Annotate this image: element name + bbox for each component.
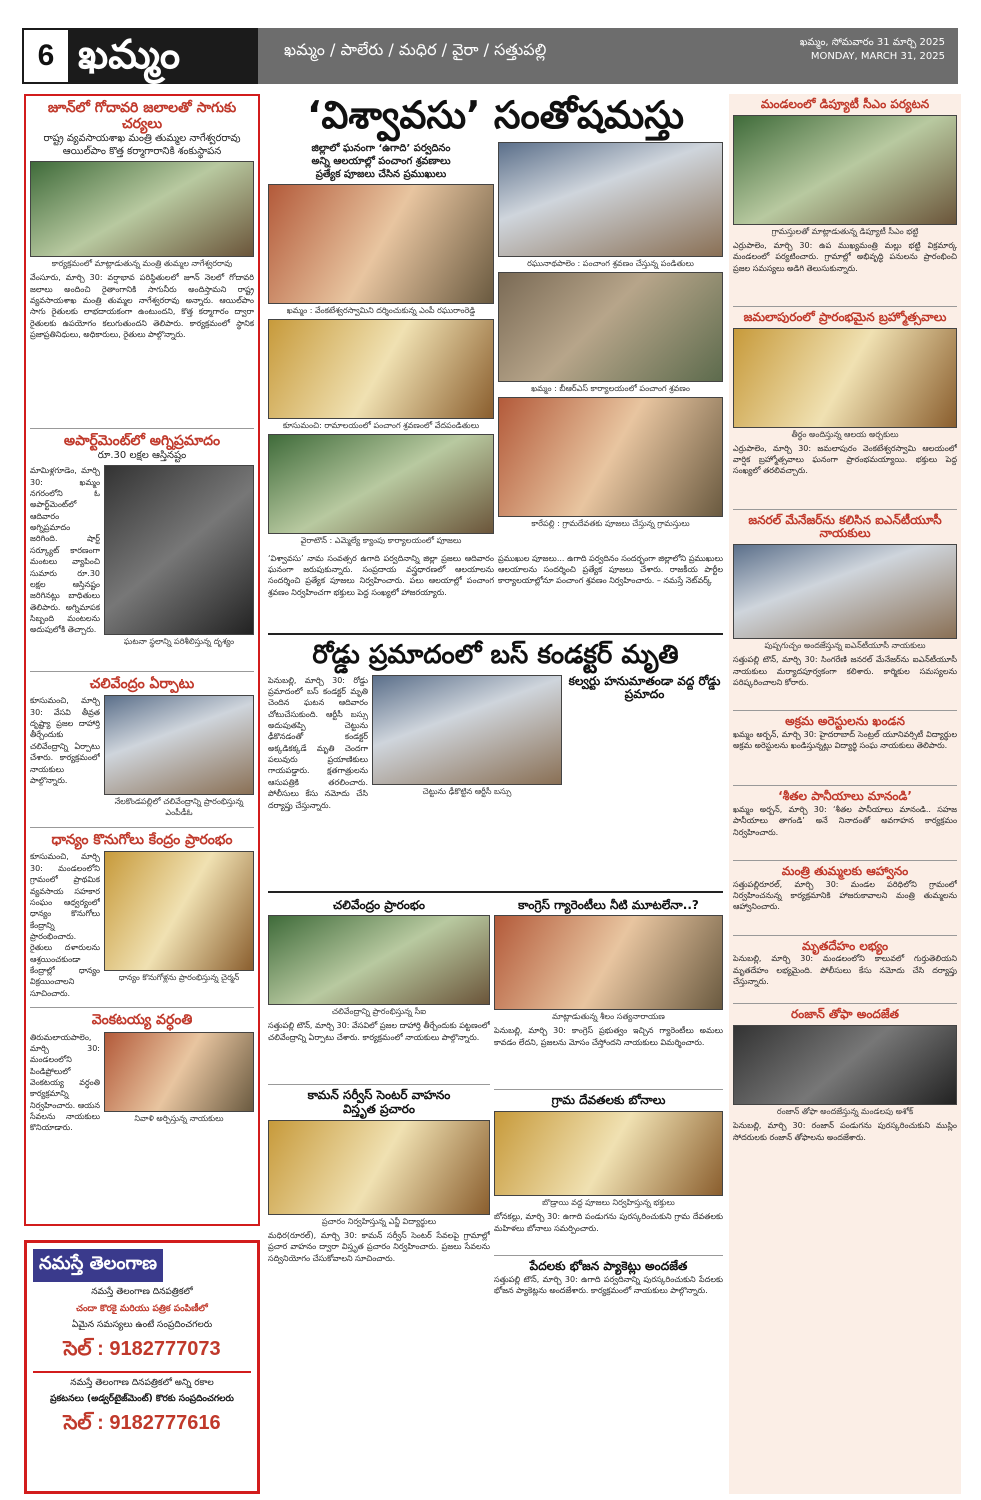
ad-line-3: ఏమైన సమస్యలు ఉంటే సంప్రదించగలరు — [71, 1320, 213, 1331]
middle-column — [268, 94, 723, 1494]
photo-caption: ఖమ్మం : బీఆర్ఎస్ కార్యాలయంలో పంచాంగ శ్రవణం — [531, 383, 690, 393]
photo-caption: గ్రామస్తులతో మాట్లాడుతున్న డిప్యూటీ సీఎం భట్టి — [771, 226, 919, 236]
news-photo — [498, 272, 723, 382]
news-photo — [498, 142, 723, 257]
ad-line-5: ప్రకటనలు (అడ్వర్‌టైజ్‌మెంట్) కొరకు సంప్రదించగలరు — [50, 1394, 234, 1405]
article-body-2: ప్రముఖుల పూజలు... ఉగాది పర్వదినం సందర్భంగా జిల్లాలోని ప్రముఖులు ఆలయాలను సందర్శించి ప్రత్యేక పూజలు చేశారు. రాజకీయ పార్టీల కార్యాలయాల్లోనూ పంచాంగ శ్రవణం నిర్వహించారు. – నమస్తే నెట్‌వర్క్ — [498, 553, 723, 586]
story-accident — [268, 641, 723, 885]
divider — [733, 860, 957, 861]
headline: జమలాపురంలో ప్రారంభమైన బ్రహ్మోత్సవాలు — [743, 309, 947, 324]
photo-caption: చలివేంద్రాన్ని ప్రారంభిస్తున్న సీఐ — [331, 1007, 427, 1017]
date-english: MONDAY, MARCH 31, 2025 — [810, 51, 945, 62]
deck-3: ప్రత్యేక పూజలు చేసిన ప్రముఖులు — [315, 168, 447, 180]
news-photo — [372, 675, 562, 785]
divider — [494, 1089, 723, 1090]
photo-caption: కార్యక్రమంలో మాట్లాడుతున్న మంత్రి తుమ్మల నాగేశ్వరరావు — [51, 259, 233, 269]
news-photo — [104, 851, 254, 971]
lead-headline: ‘విశ్వావసు’ సంతోషమస్తు — [306, 94, 685, 137]
ad-brand-logo: నమస్తే తెలంగాణ — [33, 1249, 163, 1282]
lower-stories — [268, 899, 723, 1314]
article-body: ఎర్రుపాలెం, మార్చి 30: జమలాపురం వెంకటేశ్వరస్వామి ఆలయంలో వార్షిక బ్రహ్మోత్సవాలు ఘనంగా ప్రారంభమయ్యాయి. భక్తులు పెద్ద సంఖ్యలో తరలివచ్చారు. — [733, 443, 957, 476]
story-godavari — [30, 100, 254, 422]
divider — [30, 827, 254, 828]
news-photo — [30, 161, 254, 257]
article-body: వేంసూరు, మార్చి 30: వర్షాభావ పరిస్థితులలో జూన్ నెలలో గోదావరి జలాలు అందించి రైతాంగానికి సాగునీరు అందిస్తామని రాష్ట్ర వ్యవసాయశాఖ మంత్రి తుమ్మల నాగేశ్వరరావు అన్నారు. ఆయిల్‌పాం సాగు రైతులకు లాభదాయకంగా ఉంటుందని, కొత్త కర్మాగారం ద్వారా రైతులకు ఉపయోగం కలుగుతుందని తెలిపారు. కార్యక్రమంలో స్థానిక ప్రజాప్రతినిధులు, అధికారులు, రైతులు పాల్గొన్నారు. — [30, 273, 254, 339]
date-telugu: ఖమ్మం, సోమవారం 31 మార్చి 2025 — [799, 37, 945, 48]
story-vardhanti — [30, 1012, 254, 1131]
divider — [733, 509, 957, 510]
ad-phone-2[interactable]: సెల్ : 9182777616 — [63, 1411, 221, 1434]
story-arrests — [733, 715, 957, 779]
news-photo — [268, 434, 494, 534]
photo-caption: కారేపల్లి : గ్రామదేవతకు పూజలు చేస్తున్న గ్రామస్తులు — [531, 518, 690, 528]
article-body: సత్తుపల్లి టౌన్, మార్చి 30: వేసవిలో ప్రజల దాహార్తి తీర్చేందుకు పట్టణంలో చలివేంద్రాన్ని ఏర్పాటు చేశారు. కార్యక్రమంలో నాయకులు పాల్గొన్నారు. — [268, 1021, 490, 1042]
headline: ధాన్యం కొనుగోలు కేంద్రం ప్రారంభం — [51, 832, 233, 849]
advertisement — [24, 1240, 260, 1494]
news-photo — [494, 1111, 723, 1196]
photo-caption: ధాన్యం కొనుగోళ్లను ప్రారంభిస్తున్న చైర్మన్ — [118, 973, 240, 983]
article-body: బోనకల్లు, మార్చి 30: ఉగాది పండుగను పురస్కరించుకుని గ్రామ దేవతలకు మహిళలు బోనాలు సమర్పించారు. — [494, 1212, 723, 1233]
ad-line-1: నమస్తే తెలంగాణ దినపత్రికలో — [91, 1287, 193, 1297]
ad-line-4: నమస్తే తెలంగాణ దినపత్రికలో అన్ని రకాల — [70, 1377, 214, 1388]
photo-caption: చెట్టును ఢీకొట్టిన ఆర్టీసీ బస్సు — [422, 786, 512, 796]
article-body: పెనుబల్లి, మార్చి 30: రంజాన్ పండుగను పురస్కరించుకుని ముస్లిం సోదరులకు రంజాన్ తోఫాలను అందజేశారు. — [733, 1121, 957, 1142]
story-ugadi — [268, 94, 723, 627]
photo-caption: ఖమ్మం : వేంకటేశ్వరస్వామిని దర్శించుకున్న ఎంపీ రఘురాంరెడ్డి — [286, 305, 476, 315]
page-title: ఖమ్మం — [78, 32, 181, 78]
article-body: ఎర్రుపాలెం, మార్చి 30: ఉప ముఖ్యమంత్రి మల్లు భట్టి విక్రమార్క మండలంలో పర్యటించారు. గ్రామాల్లో అభివృద్ధి పనులను ప్రారంభించి ప్రజల సమస్యలు అడిగి తెలుసుకున్నారు. — [733, 240, 957, 273]
photo-caption: ప్రచారం నిర్వహిస్తున్న ఎన్జీ విద్యార్థులు — [321, 1216, 437, 1226]
news-photo — [733, 328, 957, 428]
story-deputy-cm — [733, 98, 957, 300]
headline: జూన్‌లో గోదావరి జలాలతో సాగుకు చర్యలు — [47, 100, 237, 133]
news-photo — [733, 115, 957, 225]
article-body: కూసుమంచి, మార్చి 30: మండలంలోని గ్రామంలో ప్రాథమిక వ్యవసాయ సహకార సంఘం ఆధ్వర్యంలో ధాన్యం కొనుగోలు కేంద్రాన్ని ప్రారంభించారు. రైతులు దళారులను ఆశ్రయించకుండా కేంద్రాల్లో ధాన్యం విక్రయించాలని సూచించారు. — [30, 852, 100, 998]
article-body: తిరుమలాయపాలెం, మార్చి 30: మండలంలోని పిండిప్రోలులో వెంకటయ్య వర్ధంతి కార్యక్రమాన్ని నిర్వహించారు. ఆయన సేవలను నాయకులు కొనియాడారు. — [30, 1032, 100, 1132]
photo-caption: ఘటనా స్థలాన్ని పరిశీలిస్తున్న దృశ్యం — [123, 637, 235, 647]
left-column — [24, 94, 260, 1226]
story-fire — [30, 433, 254, 665]
headline: పేదలకు భోజన ప్యాకెట్లు అందజేత — [529, 1259, 688, 1274]
news-photo — [268, 1120, 490, 1215]
story-grain — [30, 832, 254, 1001]
ad-phone-1[interactable]: సెల్ : 9182777073 — [63, 1337, 221, 1360]
headline: జనరల్ మేనేజర్‌ను కలిసిన ఐఎన్‌టీయూసీ నాయకులు — [748, 512, 942, 541]
subheadline: రాష్ట్ర వ్యవసాయశాఖ మంత్రి తుమ్మల నాగేశ్వరరావు — [43, 133, 241, 145]
headline: రోడ్డు ప్రమాదంలో బస్ కండక్టర్ మృతి — [312, 639, 679, 670]
masthead — [0, 0, 981, 86]
headline: మంత్రి తుమ్మలకు ఆహ్వానం — [781, 863, 909, 878]
divider — [733, 710, 957, 711]
photo-caption: పుష్పగుచ్ఛం అందజేస్తున్న ఐఎన్‌టీయూసీ నాయకులు — [764, 641, 926, 651]
photo-caption: రంజాన్ తోఫా అందజేస్తున్న మండలపు అశోక్ — [776, 1107, 914, 1117]
divider — [268, 633, 723, 635]
subheadline: రూ.30 లక్షల ఆస్తినష్టం — [97, 450, 187, 462]
divider — [268, 891, 723, 893]
divider — [733, 935, 957, 936]
edition-subtitle: ఖమ్మం / పాలేరు / మధిర / వైరా / సత్తుపల్లి — [284, 40, 547, 59]
photo-caption: తీర్థం అందిస్తున్న ఆలయ అర్చకులు — [791, 429, 899, 439]
article-body: ఖమ్మం అర్బన్, మార్చి 30: హైదరాబాద్ సెంట్రల్ యూనివర్సిటీ విద్యార్థుల అక్రమ అరెస్టులను ఖండిస్తున్నట్లు విద్యార్థి సంఘ నాయకులు తెలిపారు. — [733, 729, 957, 751]
story-body-found — [733, 940, 957, 998]
divider — [268, 1084, 490, 1085]
article-body: పెనుబల్లి, మార్చి 30: కాంగ్రెస్ ప్రభుత్వం ఇచ్చిన గ్యారెంటీలు అమలు కావడం లేదని, ప్రజలను మోసం చేస్తోందని నాయకులు విమర్శించారు. — [494, 1026, 723, 1047]
headline: వెంకటయ్య వర్ధంతి — [91, 1012, 193, 1029]
headline: అపార్ట్‌మెంట్‌లో అగ్నిప్రమాదం — [63, 433, 221, 450]
photo-caption: కూసుమంచి: రామాలయంలో పంచాంగ శ్రవణంలో వేదపండితులు — [282, 420, 480, 430]
ad-divider — [33, 1371, 251, 1373]
headline: మండలంలో డిప్యూటీ సీఎం పర్యటన — [760, 97, 930, 111]
headline-2: విస్తృత ప్రచారం — [343, 1102, 415, 1117]
headline: కాంగ్రెస్ గ్యారెంటీలు నీటి మూటలేనా..? — [518, 897, 699, 912]
deck-1: జిల్లాలో ఘనంగా ‘ఉగాది’ పర్వదినం — [311, 142, 451, 154]
article-body: ‘విశ్వావసు’ నామ సంవత్సర ఉగాది పర్వదినాన్ని జిల్లా ప్రజలు ఆదివారం ఘనంగా జరుపుకున్నారు. సంప్రదాయ వస్త్రధారణలో ఆలయాలను సందర్శించి ప్రత్యేక పూజలు నిర్వహించారు. పలు ఆలయాల్లో పంచాంగ శ్రవణం నిర్వహించగా భక్తులు పెద్ద సంఖ్యలో హాజరయ్యారు. — [268, 553, 494, 597]
right-column — [729, 94, 961, 1494]
headline: ‘శీతల పానీయాలు మానండి’ — [778, 788, 912, 803]
photo-caption: నేలకొండపల్లిలో చలివేంద్రాన్ని ప్రారంభిస్తున్న ఎంపీడీఓ — [114, 797, 244, 818]
news-photo — [494, 915, 723, 1010]
divider — [30, 428, 254, 429]
page-number: 6 — [22, 28, 70, 84]
subheadline: కల్వర్టు హనుమాతండా వద్ద రోడ్డు ప్రమాదం — [568, 673, 721, 702]
headline: చలివేంద్రం ఏర్పాటు — [89, 676, 195, 693]
story-invitation — [733, 865, 957, 929]
news-photo — [268, 319, 494, 419]
photo-caption: వైరాటౌన్ : ఎమ్మెల్యే క్యాంపు కార్యాలయంలో పూజలు — [300, 535, 462, 545]
article-body: సత్తుపల్లి టౌన్, మార్చి 30: సింగరేణి జనరల్ మేనేజర్‌ను ఐఎన్‌టీయూసీ నాయకులు మర్యాదపూర్వకంగా కలిశారు. కార్మికుల సమస్యలను పరిష్కరించాలని కోరారు. — [733, 655, 957, 687]
photo-caption: నివాళి అర్పిస్తున్న నాయకులు — [134, 1113, 224, 1123]
news-photo — [498, 397, 723, 517]
news-photo — [733, 544, 957, 639]
divider — [30, 671, 254, 672]
divider — [30, 1007, 254, 1008]
article-body: సత్తుపల్లిరూరల్, మార్చి 30: మండల పరిధిలోని గ్రామంలో నిర్వహించనున్న కార్యక్రమానికి హాజరుకావాలని మంత్రి తుమ్మలను ఆహ్వానించారు. — [733, 879, 957, 912]
article-body: ఖమ్మం అర్బన్, మార్చి 30: ‘శీతల పానీయాలు మానండి.. సహజ పానీయాలు తాగండి’ అనే నినాదంతో అవగాహన కార్యక్రమం నిర్వహించారు. — [733, 804, 957, 837]
article-body: మధిర(రూరల్), మార్చి 30: కామన్ సర్వీస్ సెంటర్ సేవలపై గ్రామాల్లో ప్రచార వాహనం ద్వారా విస్తృత ప్రచారం నిర్వహించారు. ప్రజలు సేవలను సద్వినియోగం చేసుకోవాలని సూచించారు. — [268, 1230, 490, 1263]
story-ramzan — [733, 1008, 957, 1160]
news-photo — [104, 465, 254, 635]
article-body: పెనుబల్లి, మార్చి 30: రోడ్డు ప్రమాదంలో బస్ కండక్టర్ మృతి చెందిన ఘటన ఆదివారం చోటుచేసుకుంది. ఆర్టీసీ బస్సు అదుపుతప్పి చెట్టును ఢీకొనడంతో కండక్టర్ అక్కడికక్కడే మృతి చెందగా పలువురు ప్రయాణికులు గాయపడ్డారు. క్షతగాత్రులను ఆసుపత్రికి తరలించారు. పోలీసులు కేసు నమోదు చేసి దర్యాప్తు చేస్తున్నారు. — [268, 675, 368, 810]
photo-caption: రఘునాథపాలెం : పంచాంగ శ్రవణం చేస్తున్న పండితులు — [527, 258, 694, 268]
news-photo — [104, 695, 254, 795]
deck-2: అన్ని ఆలయాల్లో పంచాంగ శ్రవణాలు — [311, 155, 451, 167]
headline: గ్రామ దేవతలకు బోనాలు — [551, 1093, 666, 1108]
news-photo — [268, 915, 490, 1005]
news-photo — [104, 1032, 254, 1112]
divider — [733, 1003, 957, 1004]
ad-line-2: చందా కొరకై మరియు పత్రిక పంపిణీలో — [76, 1303, 208, 1314]
article-body: మామిళ్లగూడెం, మార్చి 30: ఖమ్మం నగరంలోని ఓ అపార్ట్‌మెంట్‌లో ఆదివారం అగ్నిప్రమాదం జరిగింది. షార్ట్ సర్క్యూట్ కారణంగా మంటలు వ్యాపించి సుమారు రూ.30 లక్షల ఆస్తినష్టం జరిగినట్లు బాధితులు తెలిపారు. అగ్నిమాపక సిబ్బంది మంటలను అదుపులోకి తెచ్చారు. — [30, 466, 100, 635]
news-photo — [268, 184, 494, 304]
edition-date — [800, 36, 945, 64]
headline: రంజాన్ తోఫా అందజేత — [791, 1007, 899, 1022]
article-body: కూసుమంచి, మార్చి 30: వేసవి తీవ్రత దృష్ట్యా ప్రజల దాహార్తి తీర్చేందుకు చలివేంద్రాన్ని ఏర్పాటు చేశారు. కార్యక్రమంలో నాయకులు పాల్గొన్నారు. — [30, 696, 100, 785]
news-photo — [733, 1025, 957, 1105]
story-brahmotsavam — [733, 311, 957, 503]
divider — [494, 1255, 723, 1256]
story-soft-drinks — [733, 790, 957, 854]
headline: అక్రమ అరెస్టులను ఖండన — [785, 714, 905, 729]
photo-caption: బొడ్రాయి వద్ద పూజలు నిర్వహిస్తున్న భక్తులు — [542, 1198, 675, 1208]
subheadline-2: ఆయిల్‌పాం కొత్త కర్మాగారానికి శంకుస్థాపన — [62, 146, 222, 158]
story-intuc — [733, 514, 957, 705]
divider — [733, 785, 957, 786]
photo-caption: మాట్లాడుతున్న శీలం సత్యనారాయణ — [552, 1012, 665, 1022]
headline: చలివేంద్రం ప్రారంభం — [333, 897, 425, 912]
headline: కామన్ సర్వీస్ సెంటర్ వాహనం — [307, 1088, 451, 1103]
article-body: సత్తుపల్లి టౌన్, మార్చి 30: ఉగాది పర్వదినాన్ని పురస్కరించుకుని పేదలకు భోజన ప్యాకెట్లను అందజేశారు. కార్యక్రమంలో నాయకులు పాల్గొన్నారు. — [494, 1274, 723, 1296]
article-body: పెనుబల్లి, మార్చి 30: మండలంలోని కాలువలో గుర్తుతెలియని మృతదేహం లభ్యమైంది. పోలీసులు కేసు నమోదు చేసి దర్యాప్తు చేస్తున్నారు. — [733, 954, 957, 987]
divider — [733, 306, 957, 307]
headline: మృతదేహం లభ్యం — [801, 938, 889, 953]
story-chalivendram — [30, 676, 254, 821]
